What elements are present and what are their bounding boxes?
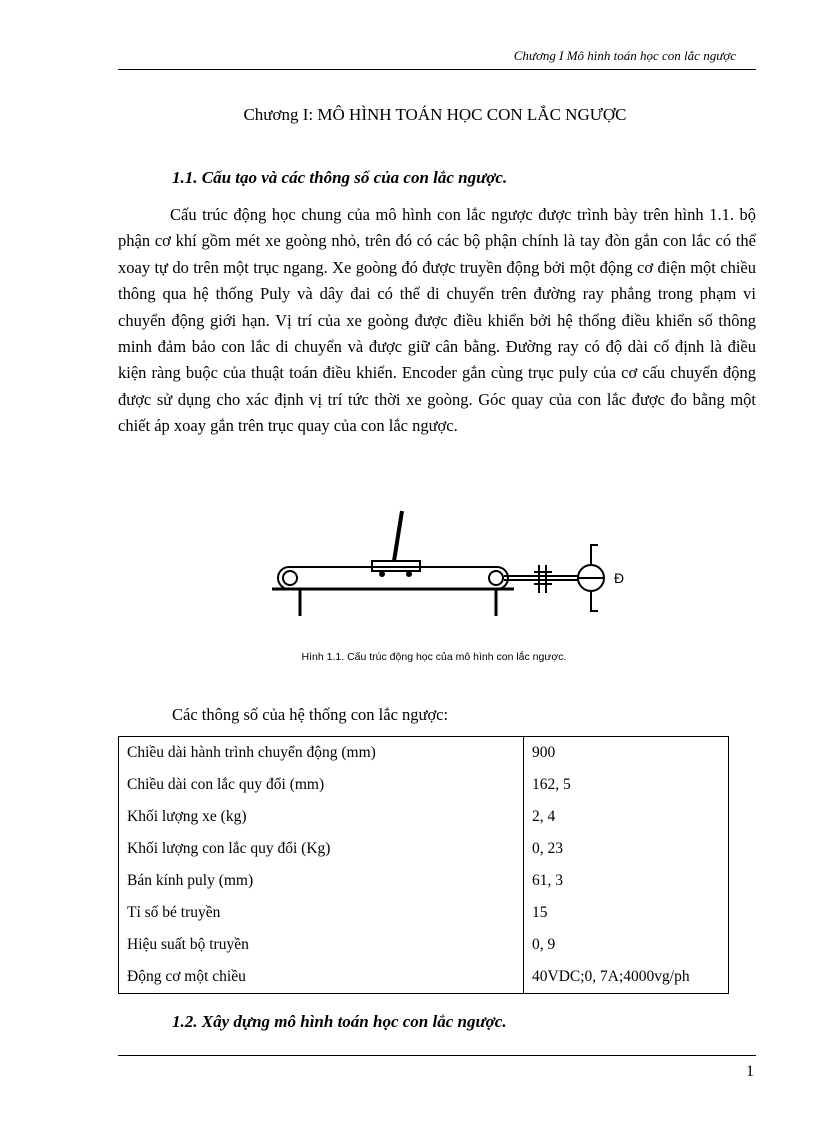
left-pulley (283, 571, 297, 585)
param-name: Khối lượng xe (kg) (119, 801, 524, 833)
pendulum-rod (394, 511, 402, 561)
table-row (119, 897, 729, 929)
right-pulley (489, 571, 503, 585)
param-name: Chiều dài hành trình chuyển động (mm) (119, 737, 524, 770)
params-heading: Các thông số của hệ thống con lắc ngược: (172, 705, 449, 724)
params-table (118, 736, 729, 994)
table-row (119, 929, 729, 961)
cart-pendulum-diagram (268, 505, 648, 625)
table-row (119, 961, 729, 994)
param-value: 900 (524, 737, 729, 770)
section-1-1-title: 1.1. Cấu tạo và các thông số của con lắc ngược. (172, 168, 508, 187)
param-name: Động cơ một chiều (119, 961, 524, 994)
param-value: 2, 4 (524, 801, 729, 833)
motor-label: Đ (614, 570, 625, 586)
section-1-2-title: 1.2. Xây dựng mô hình toán học con lắc ngược. (172, 1012, 507, 1031)
table-row (119, 833, 729, 865)
footer-rule (118, 1055, 756, 1056)
page-number: 1 (746, 1063, 754, 1080)
param-value: 0, 23 (524, 833, 729, 865)
param-value: 40VDC;0, 7A;4000vg/ph (524, 961, 729, 994)
header-rule (118, 69, 756, 70)
figure-cart-pendulum (268, 505, 648, 630)
param-value: 0, 9 (524, 929, 729, 961)
param-value: 162, 5 (524, 769, 729, 801)
param-value: 15 (524, 897, 729, 929)
param-name: Hiệu suất bộ truyền (119, 929, 524, 961)
cart-wheel-left (379, 571, 385, 577)
figure-caption: Hình 1.1. Cấu trúc động học của mô hình con lắc ngược. (301, 651, 567, 663)
param-name: Khối lượng con lắc quy đổi (Kg) (119, 833, 524, 865)
chapter-title: Chương I: MÔ HÌNH TOÁN HỌC CON LẮC NGƯỢC (243, 105, 627, 124)
motor-lead-top (591, 545, 598, 565)
table-row (119, 801, 729, 833)
table-row (119, 865, 729, 897)
running-header: Chương I Mô hình toán học con lắc ngược (513, 48, 736, 63)
param-name: Chiều dài con lắc quy đổi (mm) (119, 769, 524, 801)
param-value: 61, 3 (524, 865, 729, 897)
motor-lead-bottom (591, 591, 598, 611)
param-name: Tỉ số bé truyền (119, 897, 524, 929)
cart-wheel-right (406, 571, 412, 577)
intro-paragraph: Cấu trúc động học chung của mô hình con lắc ngược được trình bày trên hình 1.1. bộ phận cơ khí gồm mét xe goòng nhỏ, trên đó có các bộ phận chính là tay đòn gắn con lắc có thể xoay tự do trên một trục ngang. Xe goòng đó được truyền động bởi một động cơ điện một chiều thông qua hệ thống Puly và dây đai có thể di chuyển trên đường ray phẳng trong phạm vi chuyển động giới hạn. Vị trí của xe goòng được điều khiển bởi hệ thống điều khiển số thông minh đảm bảo con lắc di chuyển và được giữ cân bằng. Đường ray có độ dài cố định là điều kiện ràng buộc của thuật toán điều khiển. Encoder gắn cùng trục puly của cơ cấu chuyển động được sử dụng cho xác định vị trí tức thời xe goòng. Góc quay của con lắc được đo bằng một chiết áp xoay gắn trên trục quay của con lắc ngược. (118, 205, 756, 436)
table-row (119, 769, 729, 801)
param-name: Bán kính puly (mm) (119, 865, 524, 897)
table-row (119, 737, 729, 770)
